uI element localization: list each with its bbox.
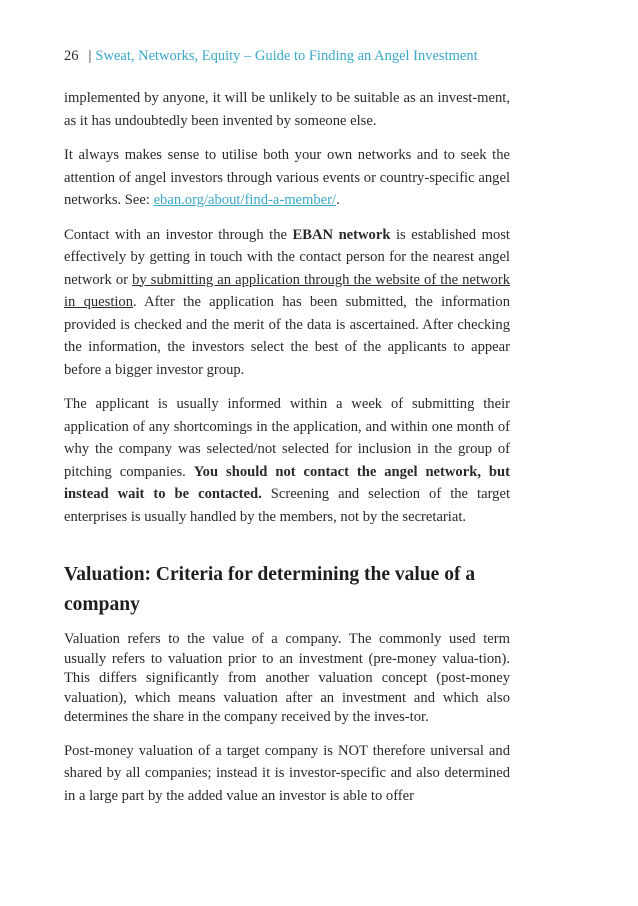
paragraph-4 bbox=[64, 393, 510, 528]
paragraph-6: Post-money valuation of a target company is NOT therefore universal and shared by all companies; instead it is investor-specific and also determined in a large part by the added value an investor is able to offer bbox=[64, 742, 510, 804]
paragraph-3-part-a: Contact with an investor through the bbox=[64, 226, 293, 243]
running-header bbox=[64, 48, 510, 65]
paragraph-3-part-b: is established most effectively by getting in touch with the contact person for the nearest angel network or bbox=[64, 226, 510, 288]
page-number: 26 bbox=[64, 48, 79, 64]
application-underline: by submitting an application through the website of the network in question bbox=[64, 271, 511, 310]
paragraph-3 bbox=[64, 224, 510, 382]
paragraph-2-end: . bbox=[336, 192, 340, 208]
book-title: Sweat, Networks, Equity – Guide to Finding an Angel Investment bbox=[95, 48, 478, 64]
paragraph-3-part-c: . After the application has been submitted, the information provided is checked and the merit of the data is ascertained. After checking the information, the investors select the best of the applicants to appear before a bigger investor group. bbox=[64, 294, 510, 378]
do-not-contact-bold: You should not contact the angel network, but instead wait to be contacted. bbox=[64, 463, 511, 502]
body-text bbox=[64, 87, 510, 807]
eban-link[interactable]: eban.org/about/find-a-member/ bbox=[153, 192, 337, 208]
paragraph-4-part-a: The applicant is usually informed within a week of submitting their application of any shortcomings in the application, and within one month of why the company was selected/not selected for inclusion in the group of pitching companies. bbox=[64, 396, 510, 480]
paragraph-4-part-b: Screening and selection of the target enterprises is usually handled by the members, not by the secretariat. bbox=[64, 486, 510, 525]
eban-network-bold: EBAN network bbox=[292, 226, 391, 243]
paragraph-2-text: It always makes sense to utilise both your own networks and to seek the attention of angel investors through various events or country-specific angel networks. See: bbox=[64, 147, 510, 208]
header-separator: | bbox=[88, 48, 92, 64]
paragraph-5: Valuation refers to the value of a company. The commonly used term usually refers to valuation prior to an investment (pre-money valua-tion). This differs significantly from another valuation concept (post-money valuation), which means valuation after an investment and which also determines the share in the company received by the inves-tor. bbox=[64, 631, 510, 725]
section-heading: Valuation: Criteria for determining the value of a company bbox=[64, 564, 476, 615]
paragraph-2 bbox=[64, 144, 510, 212]
paragraph-1: implemented by anyone, it will be unlikely to be suitable as an invest-ment, as it has undoubtedly been invented by someone else. bbox=[64, 90, 510, 129]
